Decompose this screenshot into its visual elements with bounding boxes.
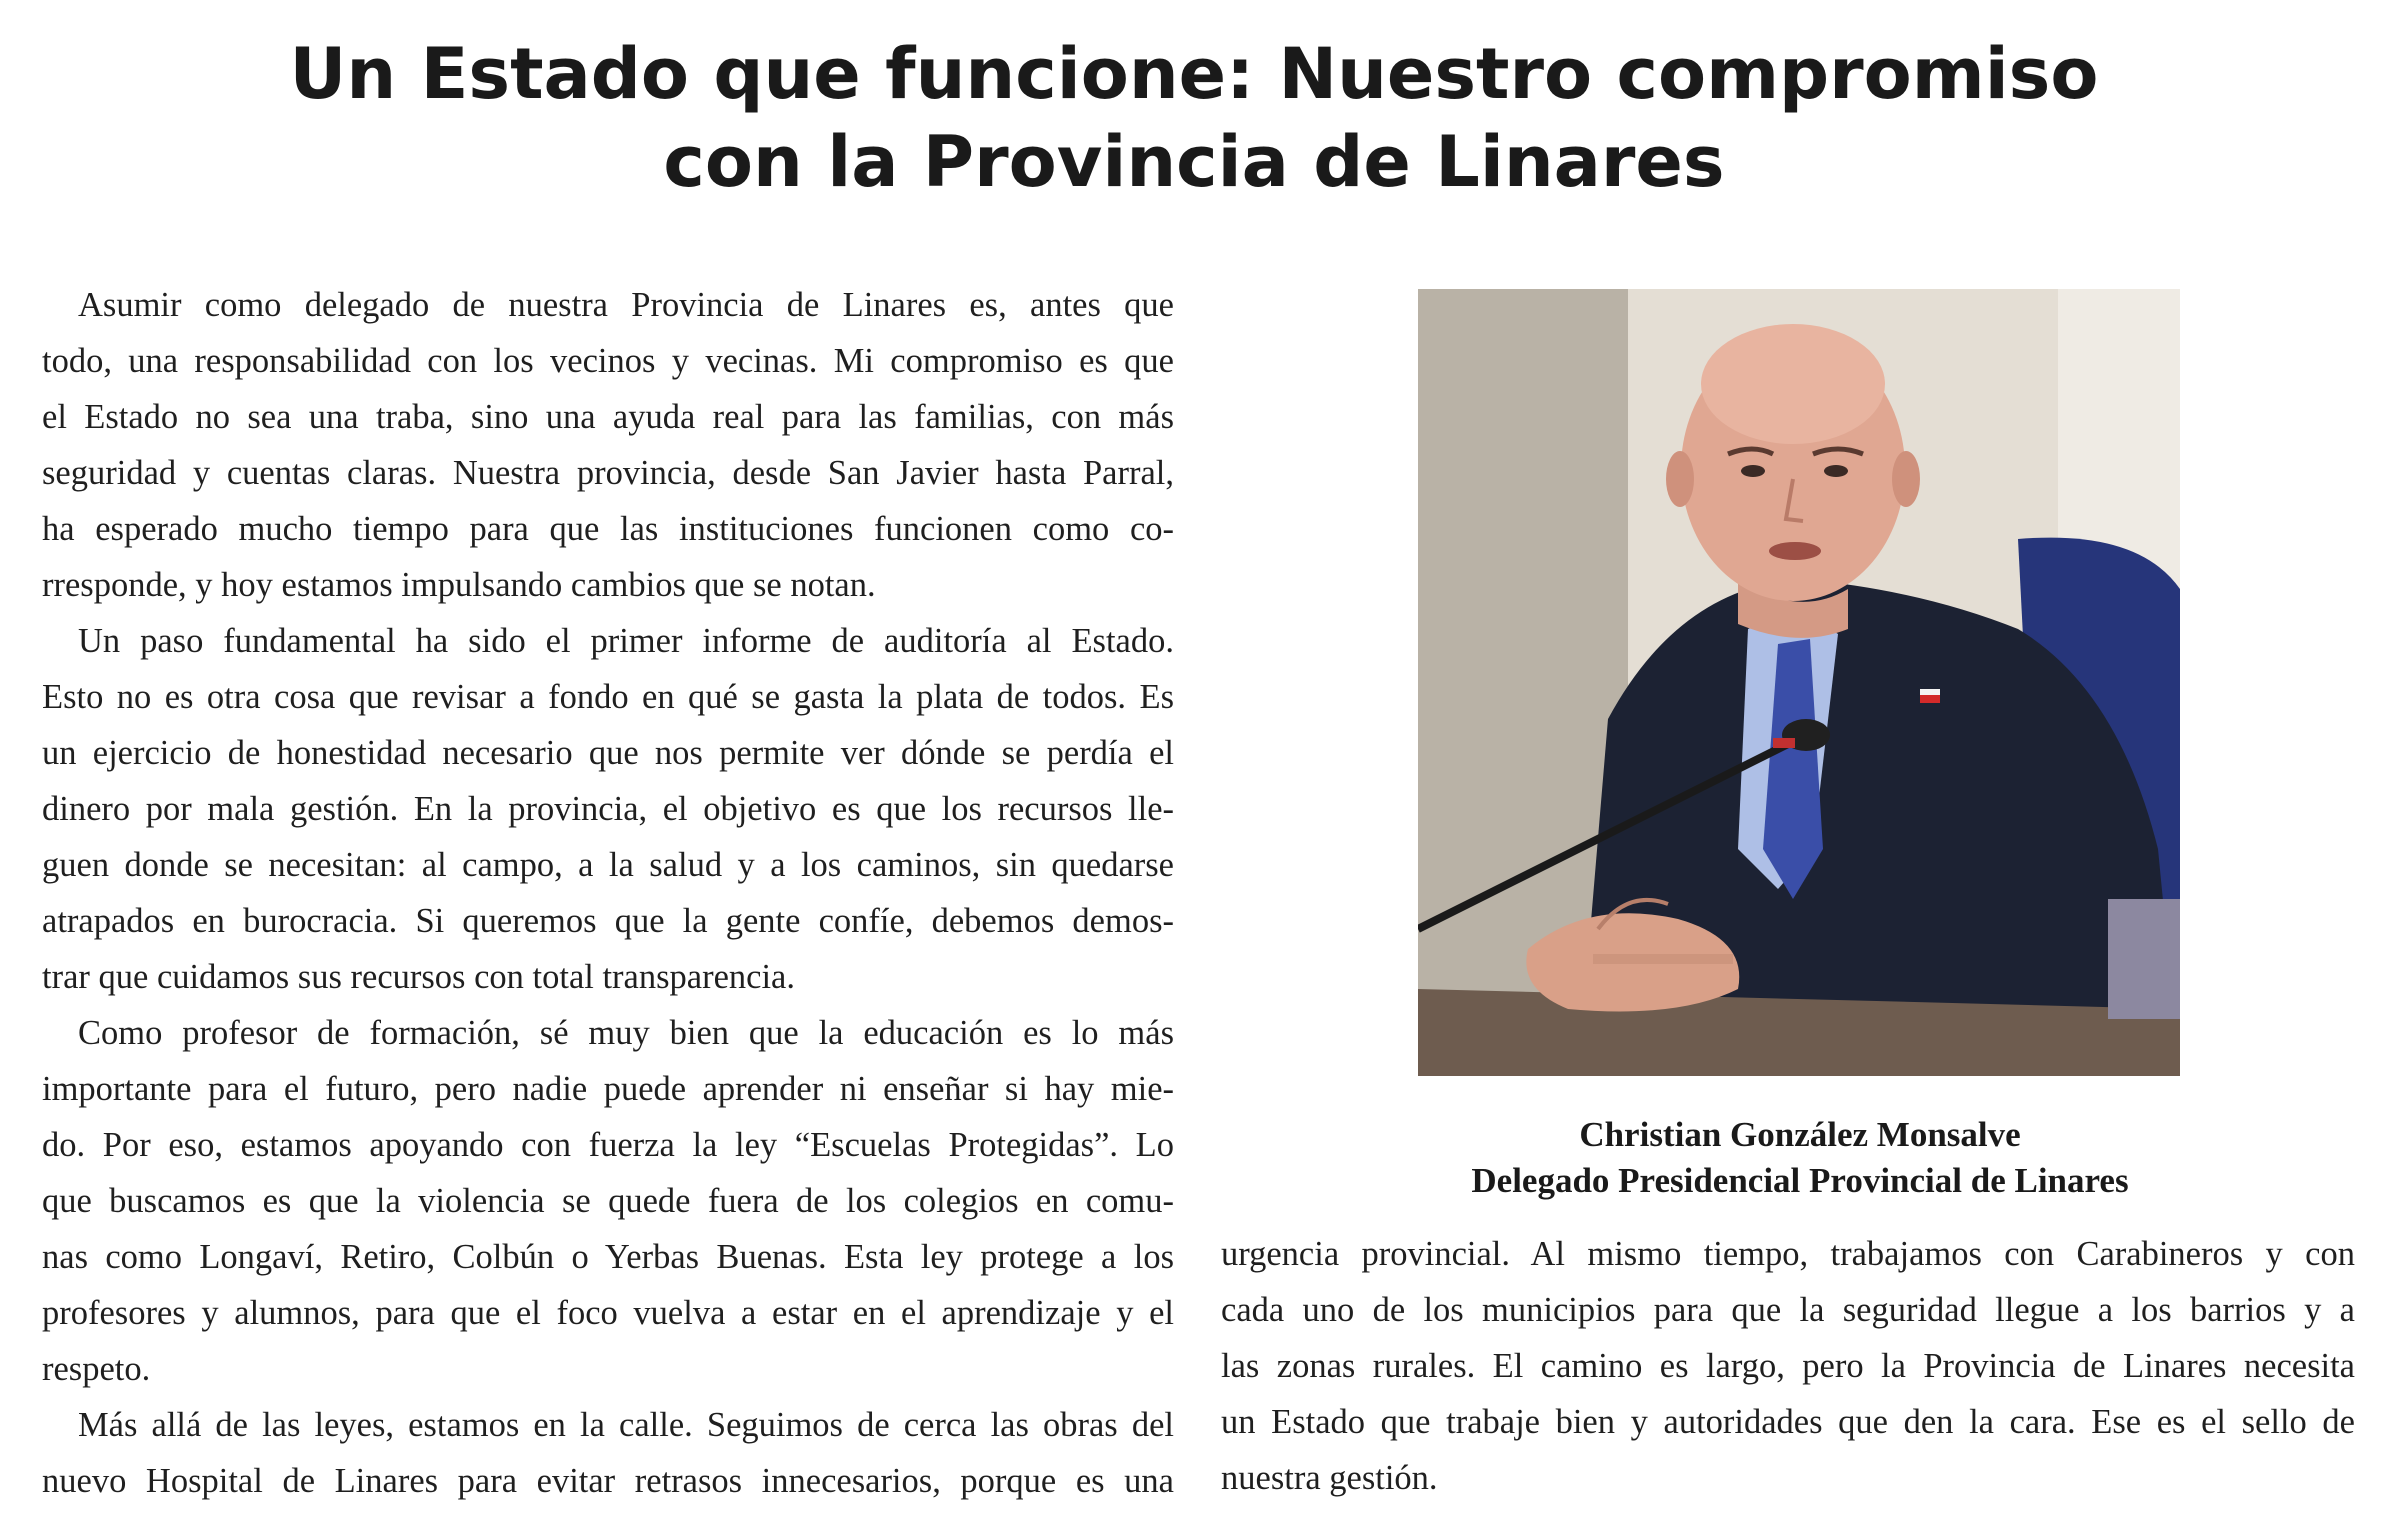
caption-role: Delegado Presidencial Provincial de Linares	[1471, 1161, 2129, 1200]
text-line: un ejercicio de honestidad necesario que nos permite ver dónde se perdía el	[42, 734, 1174, 772]
text-line: Un paso fundamental ha sido el primer informe de auditoría al Estado.	[78, 622, 1174, 660]
text-line: las zonas rurales. El camino es largo, pero la Provincia de Linares necesita	[1221, 1347, 2355, 1385]
text-line: respeto.	[42, 1350, 151, 1388]
text-line: rresponde, y hoy estamos impulsando cambios que se notan.	[42, 566, 876, 604]
text-line: cada uno de los municipios para que la seguridad llegue a los barrios y a	[1221, 1291, 2355, 1329]
text-line: do. Por eso, estamos apoyando con fuerza la ley “Escuelas Protegidas”. Lo	[42, 1126, 1174, 1164]
left-column	[42, 277, 1174, 1509]
text-line: trar que cuidamos sus recursos con total transparencia.	[42, 958, 795, 996]
text-line: que buscamos es que la violencia se quede fuera de los colegios en comu-	[42, 1182, 1174, 1220]
text-line: un Estado que trabaje bien y autoridades que den la cara. Ese es el sello de	[1221, 1403, 2355, 1441]
text-line: Esto no es otra cosa que revisar a fondo en qué se gasta la plata de todos. Es	[42, 678, 1174, 716]
text-line: nuestra gestión.	[1221, 1459, 1438, 1497]
portrait-photo	[1418, 289, 2180, 1076]
caption-name: Christian González Monsalve	[1579, 1115, 2021, 1154]
article-title-line-1: Un Estado que funcione: Nuestro compromiso	[289, 33, 2099, 115]
text-line: atrapados en burocracia. Si queremos que la gente confíe, debemos demos-	[42, 902, 1174, 940]
text-line: ha esperado mucho tiempo para que las instituciones funcionen como co-	[42, 510, 1174, 548]
text-line: nas como Longaví, Retiro, Colbún o Yerbas Buenas. Esta ley protege a los	[42, 1238, 1174, 1276]
text-line: urgencia provincial. Al mismo tiempo, trabajamos con Carabineros y con	[1221, 1235, 2355, 1273]
text-line: Como profesor de formación, sé muy bien que la educación es lo más	[78, 1014, 1174, 1052]
text-line: seguridad y cuentas claras. Nuestra provincia, desde San Javier hasta Parral,	[42, 454, 1174, 492]
right-column	[1221, 1226, 2355, 1506]
article-title-line-2: con la Provincia de Linares	[663, 121, 1725, 203]
text-line: Más allá de las leyes, estamos en la calle. Seguimos de cerca las obras del	[78, 1406, 1174, 1444]
text-line: el Estado no sea una traba, sino una ayuda real para las familias, con más	[42, 398, 1174, 436]
text-line: nuevo Hospital de Linares para evitar retrasos innecesarios, porque es una	[42, 1462, 1174, 1500]
text-line: importante para el futuro, pero nadie puede aprender ni enseñar si hay mie-	[42, 1070, 1174, 1108]
text-line: profesores y alumnos, para que el foco vuelva a estar en el aprendizaje y el	[42, 1294, 1174, 1332]
article-title	[0, 30, 2388, 206]
text-line: dinero por mala gestión. En la provincia, el objetivo es que los recursos lle-	[42, 790, 1174, 828]
portrait-illustration	[1418, 289, 2180, 1076]
photo-caption	[1380, 1112, 2220, 1204]
text-line: todo, una responsabilidad con los vecinos y vecinas. Mi compromiso es que	[42, 342, 1174, 380]
text-line: Asumir como delegado de nuestra Provincia de Linares es, antes que	[78, 286, 1174, 324]
text-line: guen donde se necesitan: al campo, a la salud y a los caminos, sin quedarse	[42, 846, 1174, 884]
